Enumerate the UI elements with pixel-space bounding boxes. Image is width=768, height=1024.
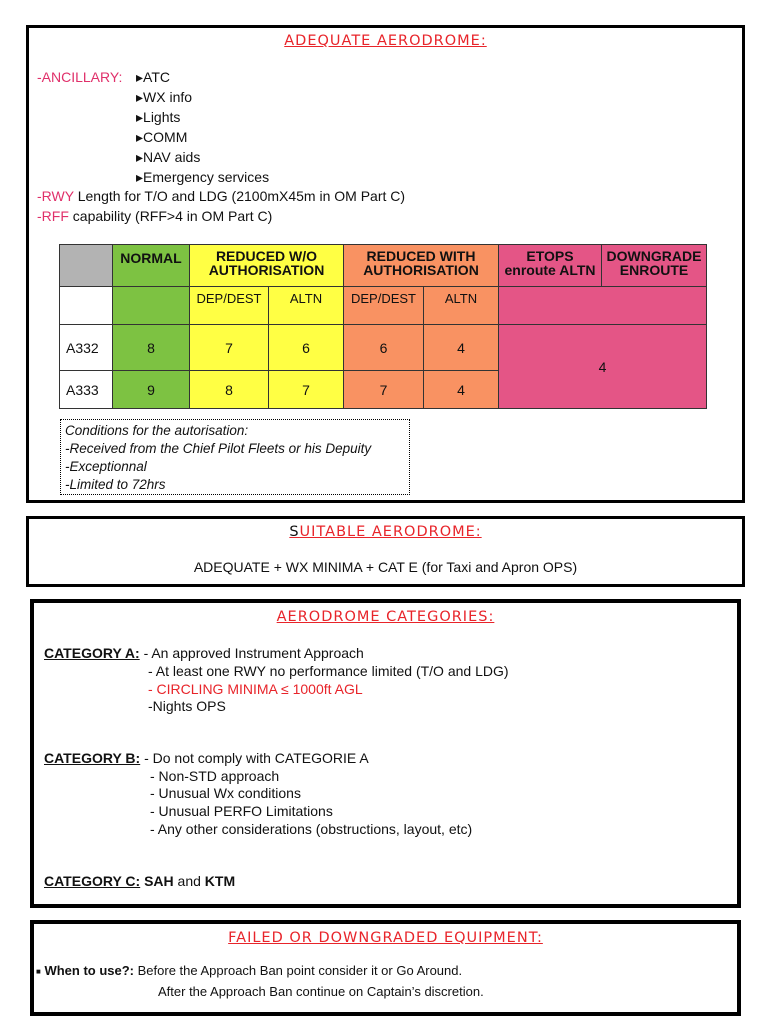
a333-with-dep-dest: 7 xyxy=(344,371,424,409)
category-a-item: -Nights OPS xyxy=(148,698,226,714)
header-etops: ETOPS enroute ALTN xyxy=(499,245,602,287)
category-c-sah: SAH xyxy=(144,873,174,889)
aircraft-type-a332: A332 xyxy=(60,325,113,371)
ancillary-item-emergency: ▸Emergency services xyxy=(136,169,270,185)
subheader-wo-altn: ALTN xyxy=(269,287,344,325)
category-c-label: CATEGORY C: xyxy=(44,873,141,889)
aerodrome-categories-title: AERODROME CATEGORIES: xyxy=(276,609,495,625)
category-a-item-circling: - CIRCLING MINIMA ≤ 1000ft AGL xyxy=(148,681,363,697)
header-reduced-wo: REDUCED W/O AUTHORISATION xyxy=(190,245,344,287)
header-downgrade: DOWNGRADE ENROUTE xyxy=(602,245,707,287)
category-b xyxy=(44,750,369,766)
aerodrome-minima-table xyxy=(59,244,707,409)
failed-equipment-title: FAILED OR DOWNGRADED EQUIPMENT: xyxy=(228,930,543,946)
category-a-label: CATEGORY A: xyxy=(44,645,140,661)
subheader-wo-dep-dest: DEP/DEST xyxy=(190,287,269,325)
category-b-item: - Unusual Wx conditions xyxy=(150,785,301,801)
subheader-with-dep-dest: DEP/DEST xyxy=(344,287,424,325)
conditions-heading: Conditions for the autorisation: xyxy=(65,423,249,438)
condition-item: -Exceptionnal xyxy=(65,459,147,474)
a333-normal: 9 xyxy=(113,371,190,409)
a333-with-altn: 4 xyxy=(424,371,499,409)
subheader-blank xyxy=(60,287,113,325)
ancillary-item-navaids: ▸NAV aids xyxy=(136,149,201,165)
etops-downgrade-value: 4 xyxy=(499,325,707,409)
suitable-title-rest: UITABLE AERODROME: xyxy=(299,524,482,540)
ancillary-item-atc: ▸ATC xyxy=(136,69,170,85)
aircraft-type-a333: A333 xyxy=(60,371,113,409)
category-b-label: CATEGORY B: xyxy=(44,750,141,766)
rwy-requirement xyxy=(37,188,405,204)
header-reduced-with: REDUCED WITH AUTHORISATION xyxy=(344,245,499,287)
ancillary-item-lights: ▸Lights xyxy=(136,109,181,125)
when-to-use-line xyxy=(36,963,462,978)
subheader-pink-blank xyxy=(499,287,707,325)
condition-item: -Received from the Chief Pilot Fleets or his Depuity xyxy=(65,441,372,456)
subheader-with-altn: ALTN xyxy=(424,287,499,325)
category-b-item: - Unusual PERFO Limitations xyxy=(150,803,333,819)
when-to-use-text-2: After the Approach Ban continue on Captain’s discretion. xyxy=(158,984,484,999)
rwy-text: Length for T/O and LDG (2100mX45m in OM Part C) xyxy=(73,188,406,204)
ancillary-item-wx: ▸WX info xyxy=(136,89,193,105)
category-a-item: - At least one RWY no performance limited (T/O and LDG) xyxy=(148,663,509,679)
a332-with-dep-dest: 6 xyxy=(344,325,424,371)
when-to-use-text-1: Before the Approach Ban point consider it or Go Around. xyxy=(134,963,463,978)
ancillary-label: -ANCILLARY: xyxy=(37,69,123,85)
category-b-item: - Do not comply with CATEGORIE A xyxy=(144,750,369,766)
ancillary-item-comm: ▸COMM xyxy=(136,129,188,145)
subheader-normal-blank xyxy=(113,287,190,325)
a333-wo-dep-dest: 8 xyxy=(190,371,269,409)
authorisation-conditions-box xyxy=(60,419,410,495)
suitable-title-initial: S xyxy=(289,524,300,540)
a332-wo-altn: 6 xyxy=(269,325,344,371)
suitable-aerodrome-title xyxy=(29,524,742,540)
adequate-aerodrome-title: ADEQUATE AERODROME: xyxy=(284,33,487,49)
a332-wo-dep-dest: 7 xyxy=(190,325,269,371)
suitable-aerodrome-section xyxy=(26,516,745,587)
category-c-and: and xyxy=(173,873,205,889)
table-row xyxy=(60,325,707,371)
rff-prefix: -RFF xyxy=(37,208,69,224)
when-to-use-label: When to use?: xyxy=(44,963,135,978)
category-a-item: - An approved Instrument Approach xyxy=(143,645,364,661)
category-c xyxy=(44,873,235,889)
rff-requirement xyxy=(37,208,272,224)
a333-wo-altn: 7 xyxy=(269,371,344,409)
category-c-ktm: KTM xyxy=(204,873,236,889)
a332-with-altn: 4 xyxy=(424,325,499,371)
rff-text: capability (RFF>4 in OM Part C) xyxy=(68,208,273,224)
category-b-item: - Any other considerations (obstructions, layout, etc) xyxy=(150,821,473,837)
suitable-definition: ADEQUATE + WX MINIMA + CAT E (for Taxi and Apron OPS) xyxy=(193,559,578,575)
condition-item: -Limited to 72hrs xyxy=(65,477,166,492)
a332-normal: 8 xyxy=(113,325,190,371)
header-normal: NORMAL xyxy=(113,245,190,287)
table-corner-cell xyxy=(60,245,113,287)
rwy-prefix: -RWY xyxy=(37,188,74,204)
category-a xyxy=(44,645,364,661)
bullet-icon: ■ xyxy=(36,967,41,977)
category-b-item: - Non-STD approach xyxy=(150,768,280,784)
